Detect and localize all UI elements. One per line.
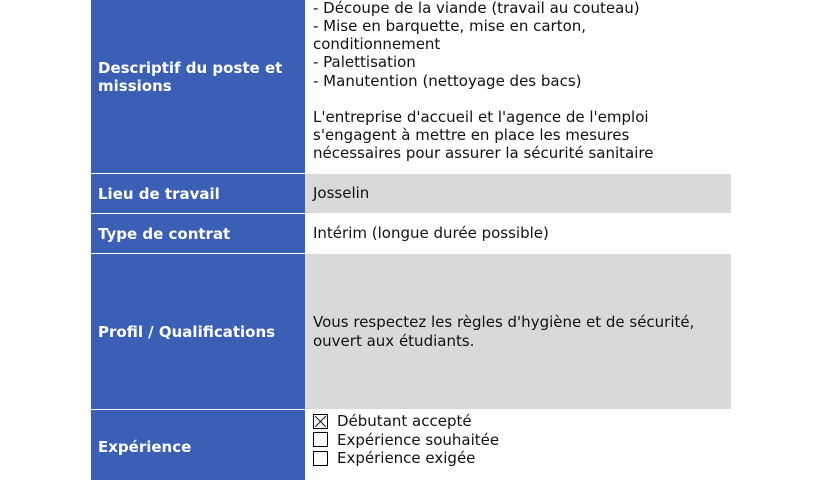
contrat-value: Intérim (longue durée possible)	[305, 214, 731, 254]
profil-label: Profil / Qualifications	[91, 254, 305, 410]
experience-option-souhaitee[interactable]	[313, 431, 725, 450]
checkbox-checked-icon[interactable]	[313, 414, 328, 429]
mission-line: - Palettisation	[313, 53, 416, 72]
experience-option-label: Expérience exigée	[337, 449, 476, 468]
mission-note-line: s'engagent à mettre en place les mesures	[313, 125, 630, 144]
mission-line: - Découpe de la viande (travail au couteau)	[313, 0, 640, 17]
experience-options	[313, 410, 725, 468]
experience-option-exigee[interactable]	[313, 449, 725, 468]
experience-value	[305, 410, 731, 480]
experience-option-label: Débutant accepté	[337, 412, 472, 431]
experience-option-debutant[interactable]	[313, 412, 725, 431]
missions-value	[305, 0, 731, 174]
mission-note-line: L'entreprise d'accueil et l'agence de l'emploi	[313, 107, 649, 126]
row-contrat	[91, 214, 731, 254]
mission-line: - Mise en barquette, mise en carton,	[313, 16, 587, 35]
row-experience	[91, 410, 731, 480]
profil-line1: Vous respectez les règles d'hygiène et de sécurité,	[313, 313, 695, 332]
row-lieu	[91, 174, 731, 214]
checkbox-empty-icon[interactable]	[313, 451, 328, 466]
checkbox-empty-icon[interactable]	[313, 432, 328, 447]
experience-label: Expérience	[91, 410, 305, 480]
missions-label	[91, 0, 305, 174]
row-missions	[91, 0, 731, 174]
experience-option-label: Expérience souhaitée	[337, 430, 500, 449]
mission-note-line: nécessaires pour assurer la sécurité sanitaire	[313, 144, 654, 163]
mission-line: - Manutention (nettoyage des bacs)	[313, 71, 582, 90]
row-profil	[91, 254, 731, 410]
contrat-label: Type de contrat	[91, 214, 305, 254]
profil-line2: ouvert aux étudiants.	[313, 331, 475, 350]
lieu-label: Lieu de travail	[91, 174, 305, 214]
missions-label-line1: Descriptif du poste et	[98, 58, 283, 77]
mission-line: conditionnement	[313, 35, 441, 54]
job-details-table	[91, 0, 731, 480]
missions-label-line2: missions	[98, 76, 172, 95]
profil-value	[305, 254, 731, 410]
lieu-value: Josselin	[305, 174, 731, 214]
